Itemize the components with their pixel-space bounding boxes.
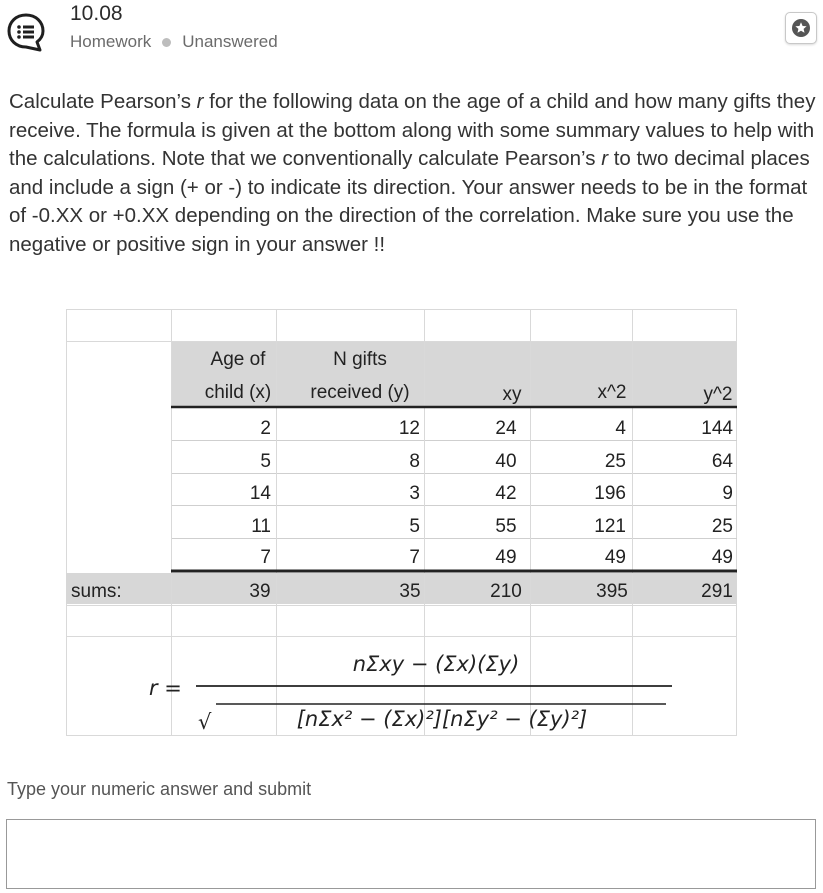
status-label: Unanswered xyxy=(182,32,278,51)
header-y2: y^2 xyxy=(703,384,733,405)
r-symbol: r xyxy=(196,90,204,113)
formula-denominator: [nΣx² − (Σx)²][nΣy² − (Σy)²] xyxy=(296,707,588,731)
cell: 40 xyxy=(495,451,517,472)
radical-sign: √ xyxy=(198,710,212,734)
question-meta xyxy=(70,32,278,52)
cell: 49 xyxy=(604,547,626,568)
cell: 196 xyxy=(594,483,626,504)
cell: 12 xyxy=(398,418,420,439)
sum-cell: 39 xyxy=(249,581,271,602)
cell: 49 xyxy=(495,547,517,568)
sums-label: sums: xyxy=(71,581,122,602)
sum-cell: 395 xyxy=(596,581,628,602)
answer-input[interactable] xyxy=(6,819,816,889)
header-x2: x^2 xyxy=(597,382,627,403)
cell: 9 xyxy=(722,483,733,504)
category-label: Homework xyxy=(70,32,152,51)
question-text-part2: for the following data on the age of a child and how many gifts they receive. The formula is given at the bottom along with some summary values to help with the calculations. Note that we conventionally calculate Pearson’s xyxy=(9,90,816,171)
r-symbol: r xyxy=(601,147,609,171)
cell: 14 xyxy=(249,483,271,504)
header-x-line2: child (x) xyxy=(204,382,272,403)
cell: 24 xyxy=(495,418,517,439)
cell: 144 xyxy=(701,418,733,439)
formula-lhs: r = xyxy=(149,676,182,700)
cell: 5 xyxy=(409,516,420,537)
cell: 8 xyxy=(409,451,420,472)
cell: 42 xyxy=(495,483,517,504)
cell: 7 xyxy=(260,547,271,568)
cell: 11 xyxy=(251,516,271,537)
cell: 2 xyxy=(260,418,271,439)
cell: 25 xyxy=(711,516,733,537)
cell: 49 xyxy=(711,547,733,568)
header-y-line2: received (y) xyxy=(310,382,410,403)
cell: 4 xyxy=(615,418,626,439)
question-text-part3: to two decimal places and include a sign (+ or -) to indicate its direction. Your answer needs to be in the format of -0.XX or +0.XX depending on the direction of the correlation. Make sure you use the negative or positive sign in your answer !! xyxy=(9,147,810,256)
cell: 121 xyxy=(594,516,626,537)
bookmark-star-button[interactable] xyxy=(785,12,817,44)
sum-cell: 35 xyxy=(399,581,421,602)
header-y-line1: N gifts xyxy=(333,349,387,370)
answer-label: Type your numeric answer and submit xyxy=(7,779,312,799)
formula-numerator: nΣxy − (Σx)(Σy) xyxy=(352,652,520,676)
cell: 64 xyxy=(711,451,733,472)
header-x-line1: Age of xyxy=(210,349,266,370)
question-text-part1: Calculate Pearson’s xyxy=(9,90,197,113)
separator-dot xyxy=(162,38,171,47)
sum-cell: 210 xyxy=(490,581,522,602)
chat-question-icon xyxy=(6,12,46,52)
question-text xyxy=(9,88,817,260)
cell: 25 xyxy=(604,451,626,472)
star-icon xyxy=(791,18,811,38)
cell: 5 xyxy=(260,451,271,472)
spreadsheet-svg xyxy=(66,309,737,736)
data-table-image xyxy=(66,309,737,736)
cell: 3 xyxy=(409,483,420,504)
header-xy: xy xyxy=(502,384,522,405)
question-number: 10.08 xyxy=(70,2,123,25)
cell: 7 xyxy=(409,547,420,568)
cell: 55 xyxy=(495,516,517,537)
sum-cell: 291 xyxy=(701,581,733,602)
